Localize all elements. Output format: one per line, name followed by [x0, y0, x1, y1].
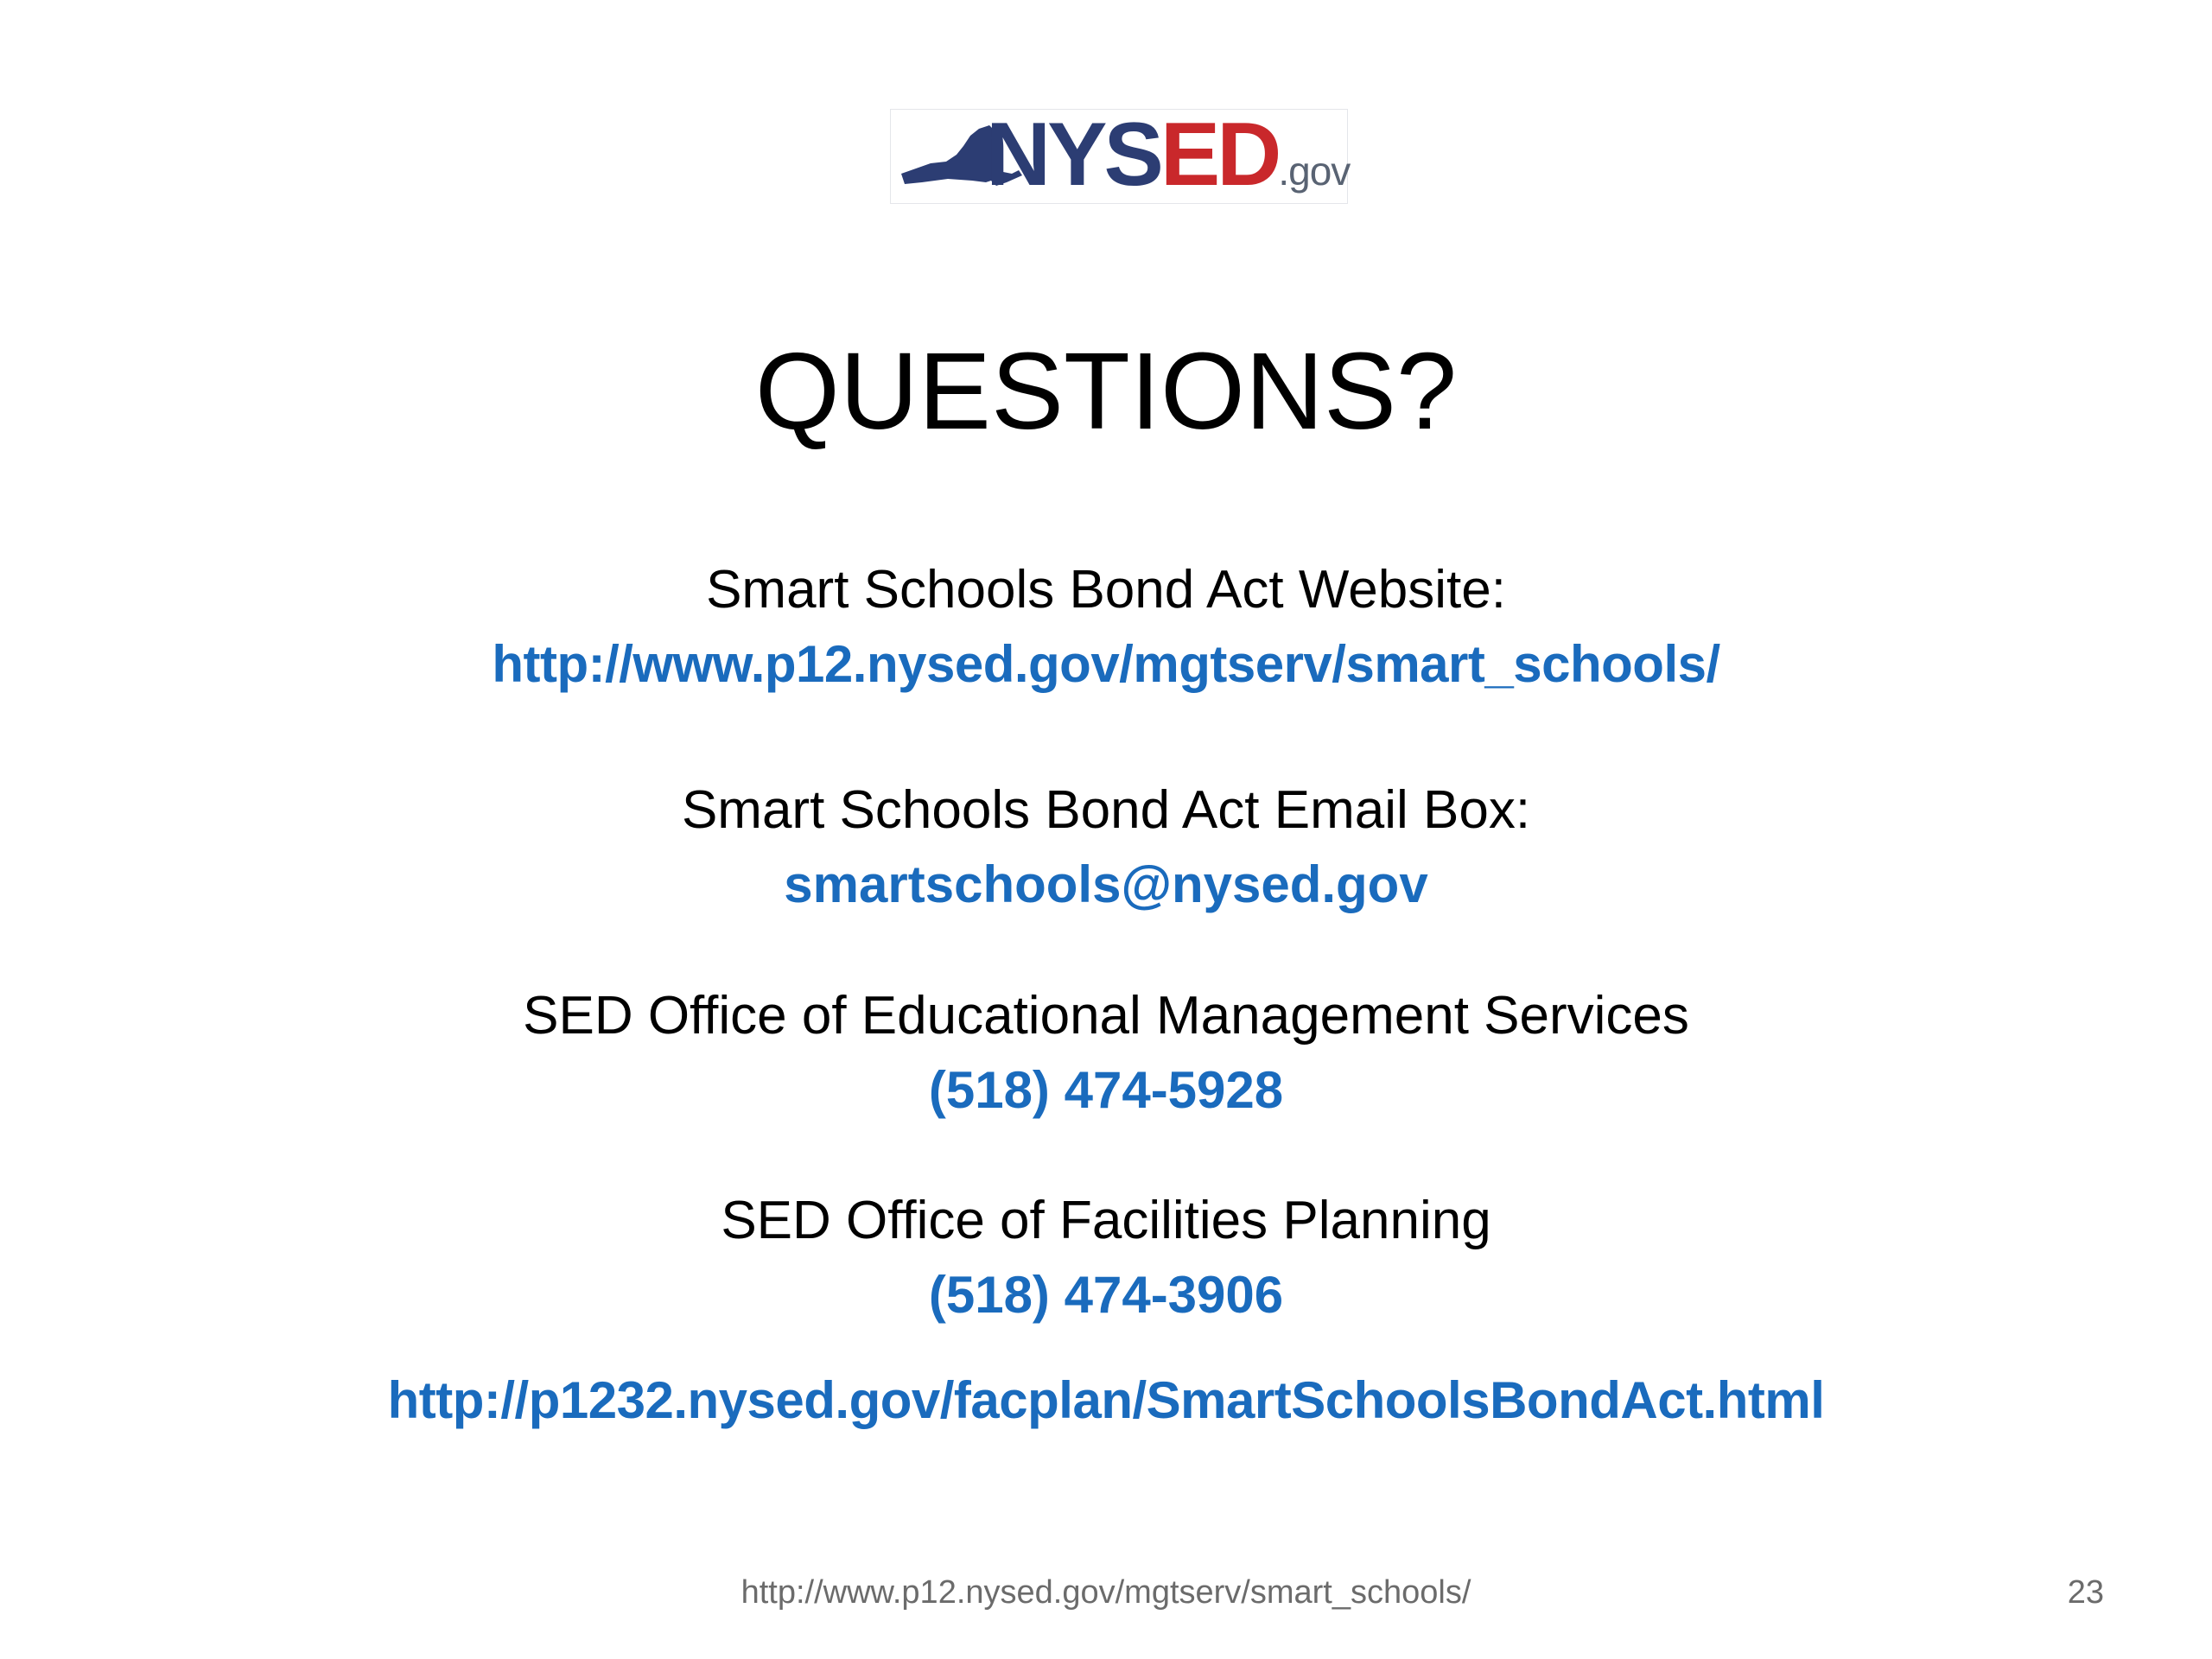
website-link[interactable]: http://www.p12.nysed.gov/mgtserv/smart_schools/	[492, 635, 1720, 693]
facplan-link-block	[0, 1363, 2212, 1438]
website-contact	[0, 553, 2212, 702]
ems-phone[interactable]: (518) 474-5928	[928, 1061, 1284, 1119]
logo-ed-text: ED	[1160, 105, 1279, 205]
email-contact	[0, 773, 2212, 922]
footer-url: http://www.p12.nysed.gov/mgtserv/smart_schools/	[741, 1574, 1471, 1611]
page-number: 23	[2067, 1574, 2104, 1611]
logo-gov-text: .gov	[1278, 149, 1351, 194]
facilities-phone[interactable]: (518) 474-3906	[928, 1266, 1284, 1324]
ems-contact	[0, 979, 2212, 1128]
ems-label: SED Office of Educational Management Services	[523, 986, 1689, 1046]
facilities-label: SED Office of Facilities Planning	[721, 1191, 1491, 1250]
email-link[interactable]: smartschools@nysed.gov	[784, 855, 1428, 913]
facplan-link[interactable]: http://p1232.nysed.gov/facplan/SmartSchoolsBondAct.html	[387, 1371, 1825, 1429]
logo-nys-text: NYS	[986, 105, 1160, 205]
slide-title: QUESTIONS?	[754, 330, 1458, 452]
website-label: Smart Schools Bond Act Website:	[706, 560, 1506, 620]
facilities-contact	[0, 1184, 2212, 1332]
nysed-logo	[890, 105, 1351, 205]
email-label: Smart Schools Bond Act Email Box:	[681, 780, 1531, 840]
